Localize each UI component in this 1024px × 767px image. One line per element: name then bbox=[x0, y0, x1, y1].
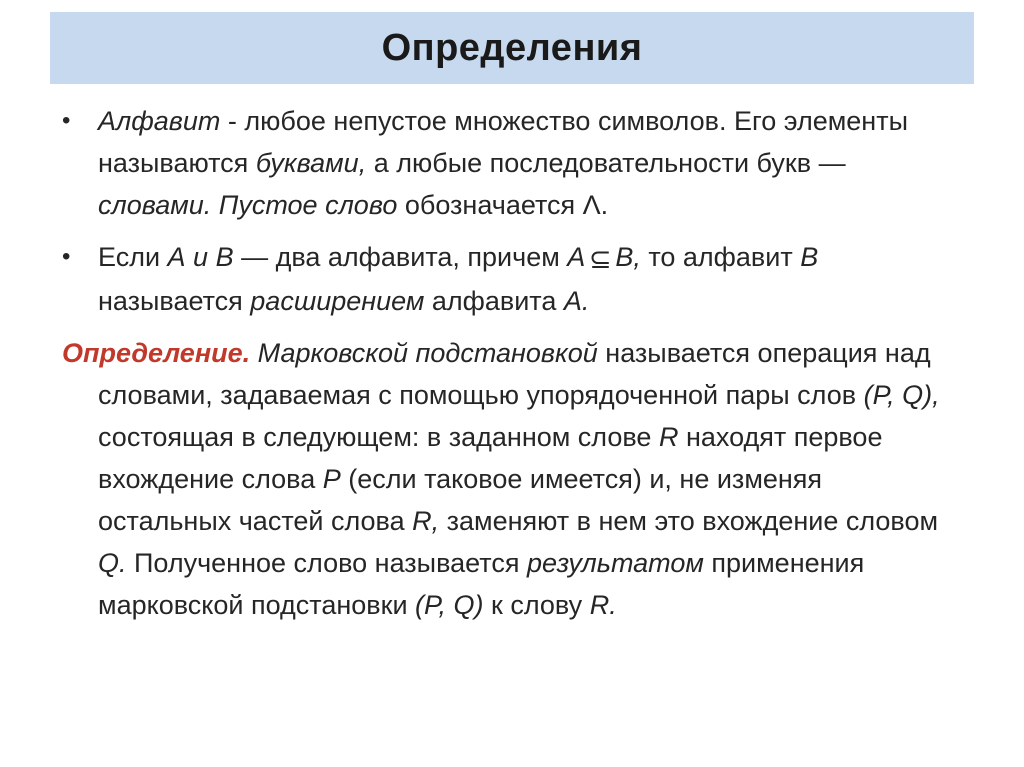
term-a: А. bbox=[563, 286, 590, 316]
text-segment: алфавита bbox=[424, 286, 564, 316]
term-r: R. bbox=[589, 590, 617, 620]
slide-content bbox=[62, 100, 962, 626]
subset-icon: ⊆ bbox=[589, 244, 612, 274]
text-segment: называется операция над словами, задаваемая с помощью упорядоченной пары слов bbox=[98, 338, 931, 410]
text-segment: (если таковое имеется) и, не изменяя остальных частей слова bbox=[98, 464, 823, 536]
slide-title: Определения bbox=[381, 26, 643, 69]
term-words: словами. Пустое слово bbox=[98, 190, 398, 220]
bullet-text bbox=[98, 236, 962, 322]
term-a: А bbox=[567, 242, 586, 272]
text-segment: - любое непустое множество символов. Его элементы называются bbox=[98, 106, 908, 178]
text-segment: состоящая в следующем: в заданном слове bbox=[98, 422, 659, 452]
definition-label: Определение. bbox=[62, 338, 251, 368]
term-letters: буквами, bbox=[255, 148, 367, 178]
text-segment: к слову bbox=[483, 590, 590, 620]
term-p: P bbox=[322, 464, 341, 494]
term-pair-pq: (P, Q), bbox=[863, 380, 940, 410]
text-segment: заменяют в нем это вхождение словом bbox=[439, 506, 939, 536]
term-r: R bbox=[658, 422, 679, 452]
bullet-text bbox=[98, 100, 962, 226]
term-pair-pq: (P, Q) bbox=[415, 590, 484, 620]
text-segment: Если bbox=[98, 242, 168, 272]
term-b: В bbox=[800, 242, 819, 272]
term-alphabet: Алфавит bbox=[98, 106, 221, 136]
bullet-item-alphabet bbox=[62, 100, 962, 226]
text-segment: обозначается Λ. bbox=[397, 190, 609, 220]
term-result: результатом bbox=[526, 548, 704, 578]
text-segment: а любые последовательности букв — bbox=[366, 148, 846, 178]
text-segment: то алфавит bbox=[640, 242, 801, 272]
text-segment: называется bbox=[98, 286, 251, 316]
term-a-and-b: А и В bbox=[167, 242, 234, 272]
bullet-icon: • bbox=[62, 243, 71, 270]
term-b: В, bbox=[615, 242, 641, 272]
text-segment: — два алфавита, причем bbox=[233, 242, 568, 272]
term-markov-substitution: Марковской подстановкой bbox=[250, 338, 598, 368]
term-r: R, bbox=[412, 506, 440, 536]
title-bar bbox=[50, 12, 974, 84]
bullet-icon: • bbox=[62, 107, 71, 134]
term-q: Q. bbox=[98, 548, 127, 578]
text-segment: находят первое вхождение слова bbox=[98, 422, 883, 494]
term-extension: расширением bbox=[250, 286, 425, 316]
text-segment: Полученное слово называется bbox=[126, 548, 527, 578]
text-segment: применения марковской подстановки bbox=[98, 548, 865, 620]
bullet-item-extension bbox=[62, 236, 962, 322]
definition-paragraph bbox=[62, 332, 962, 626]
